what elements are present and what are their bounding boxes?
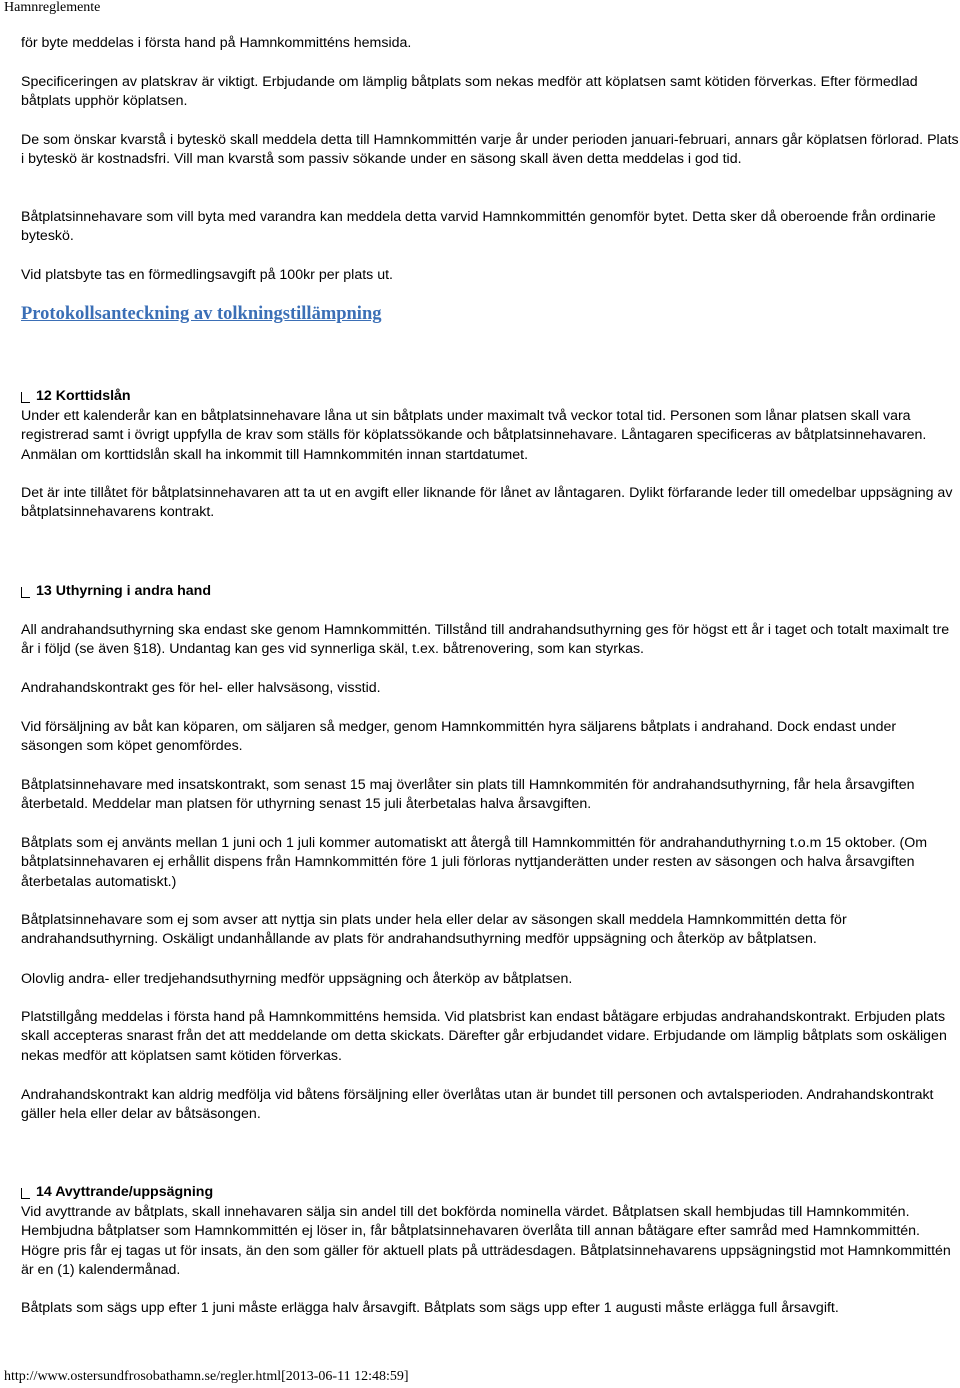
paragraph: för byte meddelas i första hand på Hamnkommitténs hemsida. — [21, 35, 412, 51]
paragraph: Vid platsbyte tas en förmedlingsavgift på 100kr per plats ut. — [21, 267, 393, 283]
page-header: Hamnreglemente — [4, 0, 101, 15]
protocol-link[interactable]: Protokollsanteckning av tolkningstillämpning — [21, 304, 382, 324]
paragraph: Platstillgång meddelas i första hand på Hamnkommitténs hemsida. Vid platsbrist kan endast båtägare erbjudas andrahandskontrakt. Erbjuden plats skall accepteras snarast från det att meddelande om detta skickats. Därefter går erbjudandet vidare. Erbjudande om lämplig båtplats som oskäligen nekas medför att köplatsen samt kötiden förverkas. — [21, 1009, 947, 1064]
section-14-heading — [21, 1183, 959, 1202]
paragraph: Specificeringen av platskrav är viktigt. Erbjudande om lämplig båtplats som nekas medför att köplatsen samt kötiden förverkas. Efter förmedlad båtplats upphör köplatsen. — [21, 74, 918, 110]
paragraph: Båtplatsinnehavare som vill byta med varandra kan meddela detta varvid Hamnkommittén genomför bytet. Detta sker då oberoende från ordinarie byteskö. — [21, 209, 936, 245]
section-13-heading — [21, 582, 959, 601]
paragraph: Vid avyttrande av båtplats, skall innehavaren sälja sin andel till det bokförda nominella värdet. Båtplatsen skall hembjudas till Hamnkommitén. Hembjudna båtplatser som Hamnkommittén ej löser in, får båtplatsinnehavaren överlåta till annan båtägare efter samråd med Hamnkommittén. Högre pris får ej tagas ut för insats, än den som gäller för aktuell plats på utträdesdagen. Båtplatsinnehavarens uppsägningstid mot Hamnkommittén är en (1) kalendermånad. — [21, 1204, 951, 1278]
paragraph: Båtplats som sägs upp efter 1 juni måste erlägga halv årsavgift. Båtplats som sägs upp efter 1 augusti måste erlägga full årsavgift. — [21, 1300, 839, 1316]
section-title: 13 Uthyrning i andra hand — [36, 583, 212, 599]
paragraph: Under ett kalenderår kan en båtplatsinnehavare låna ut sin båtplats under maximalt två veckor total tid. Personen som lånar platsen skall vara registrerad samt i övrigt uppfylla de krav som ställs för köplatssökande och båtplatsinnehavare. Låntagaren specificeras av båtplatsinnehavaren. Anmälan om korttidslån skall ha inkommit till Hamnkommitén innan startdatumet. — [21, 408, 927, 463]
section-12-heading — [21, 387, 959, 406]
paragraph: Båtplatsinnehavare med insatskontrakt, som senast 15 maj överlåter sin plats till Hamnkommitén för andrahandsuthyrning, får hela årsavgiften återbetald. Meddelar man platsen för uthyrning senast 15 juli återbetalas halva årsavgiften. — [21, 777, 915, 813]
paragraph: Vid försäljning av båt kan köparen, om säljaren så medger, genom Hamnkommittén hyra säljarens båtplats i andrahand. Dock endast under säsongen som köpet genomfördes. — [21, 719, 897, 755]
paragraph: All andrahandsuthyrning ska endast ske genom Hamnkommittén. Tillstånd till andrahandsuthyrning ges för högst ett år i taget och totalt maximalt tre år i följd (se även §18). Undantag kan ges vid synnerliga skäl, t.ex. båtrenovering, som kan styrkas. — [21, 622, 950, 658]
paragraph: Det är inte tillåtet för båtplatsinnehavaren att ta ut en avgift eller liknande för lånet av låntagaren. Dylikt förfarande leder till omedelbar uppsägning av båtplatsinnehavarens kontrakt. — [21, 485, 953, 521]
paragraph: Båtplats som ej använts mellan 1 juni och 1 juli kommer automatiskt att återgå till Hamnkommittén för andrahanduthyrning t.o.m 15 oktober. (Om båtplatsinnehavaren ej erhållit dispens från Hamnkommittén före 1 juli förloras nyttjanderätten under resten av säsongen och halva årsavgiften återbetalas automatiskt.) — [21, 835, 928, 890]
paragraph: Andrahandskontrakt kan aldrig medfölja vid båtens försäljning eller överlåtas utan är bundet till personen och avtalsperioden. Andrahandskontrakt gäller hela eller delar av båtsäsongen. — [21, 1087, 934, 1123]
paragraph: De som önskar kvarstå i byteskö skall meddela detta till Hamnkommittén varje år under perioden januari-februari, annars går köplatsen förlorad. Plats i byteskö är kostnadsfri. Vill man kvarstå som passiv sökande under en säsong skall även detta meddelas i god tid. — [21, 132, 959, 168]
paragraph: Andrahandskontrakt ges för hel- eller halvsäsong, visstid. — [21, 680, 381, 696]
section-title: 12 Korttidslån — [36, 388, 131, 404]
anchor-icon — [21, 1188, 30, 1199]
paragraph: Olovlig andra- eller tredjehandsuthyrning medför uppsägning och återköp av båtplatsen. — [21, 971, 573, 987]
section-title: 14 Avyttrande/uppsägning — [36, 1184, 214, 1200]
page-footer-url: http://www.ostersundfrosobathamn.se/regler.html[2013-06-11 12:48:59] — [4, 1369, 409, 1384]
anchor-icon — [21, 587, 30, 598]
paragraph: Båtplatsinnehavare som ej som avser att nyttja sin plats under hela eller delar av säsongen skall meddela Hamnkommittén detta för andrahandsuthyrning. Oskäligt undanhållande av plats för andrahandsuthyrning medför uppsägning och återköp av båtplatsen. — [21, 912, 847, 948]
anchor-icon — [21, 392, 30, 403]
